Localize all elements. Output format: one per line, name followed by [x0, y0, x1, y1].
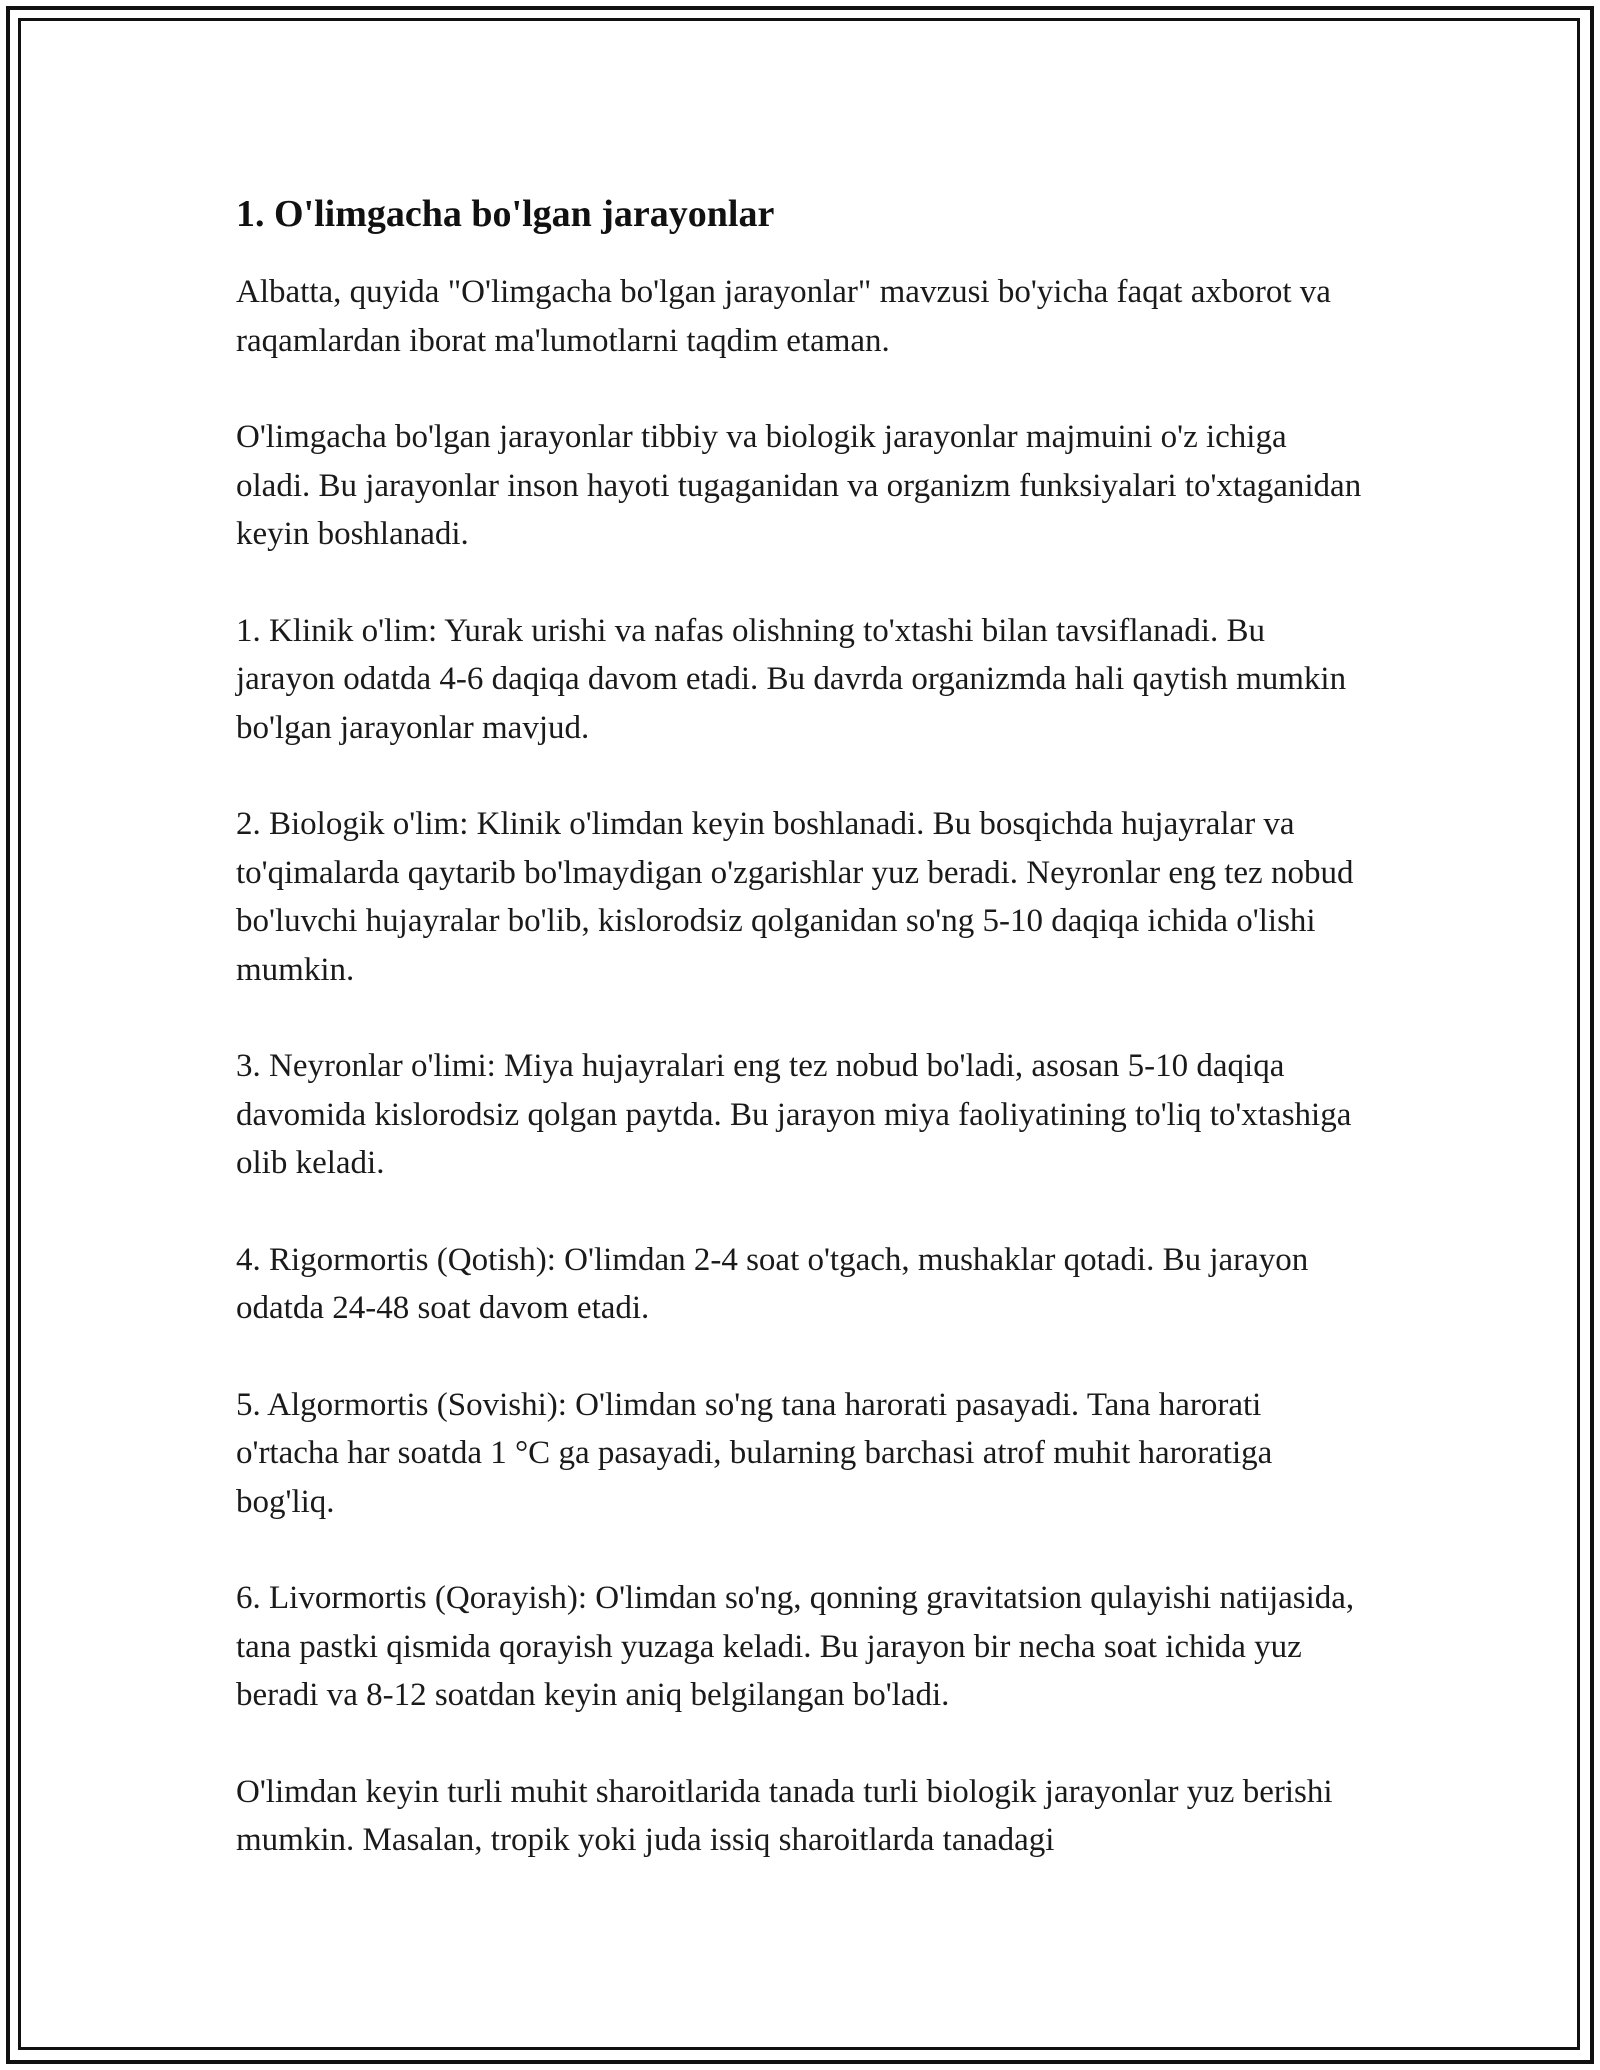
paragraph-algor-mortis: 5. Algormortis (Sovishi): O'limdan so'ng tana harorati pasayadi. Tana harorati o'rtacha har soatda 1 °C ga pasayadi, bularning barchasi atrof muhit haroratiga bog'liq. [236, 1386, 1273, 1520]
document-title: 1. O'limgacha bo'lgan jarayonlar [236, 193, 775, 235]
paragraph-overview: O'limgacha bo'lgan jarayonlar tibbiy va biologik jarayonlar majmuini o'z ichiga oladi. Bu jarayonlar inson hayoti tugaganidan va organizm funksiyalari to'xtaganidan keyin boshlanadi. [236, 419, 1362, 552]
document-body [236, 188, 1366, 1913]
paragraph-livor-mortis: 6. Livormortis (Qorayish): O'limdan so'ng, qonning gravitatsion qulayishi natijasida, tana pastki qismida qorayish yuzaga keladi. Bu jarayon bir necha soat ichida yuz beradi va 8-12 soatdan keyin aniq belgilangan bo'ladi. [236, 1580, 1355, 1713]
paragraph-clinical-death: 1. Klinik o'lim: Yurak urishi va nafas olishning to'xtashi bilan tavsiflanadi. Bu jarayon odatda 4-6 daqiqa davom etadi. Bu davrda organizmda hali qaytish mumkin bo'lgan jarayonlar mavjud. [236, 612, 1347, 746]
paragraph-biological-death: 2. Biologik o'lim: Klinik o'limdan keyin boshlanadi. Bu bosqichda hujayralar va to'qimalarda qaytarib bo'lmaydigan o'zgarishlar yuz beradi. Neyronlar eng tez nobud bo'luvchi hujayralar bo'lib, kislorodsiz qolganidan so'ng 5-10 daqiqa ichida o'lishi mumkin. [236, 806, 1354, 988]
paragraph-environment: O'limdan keyin turli muhit sharoitlarida tanada turli biologik jarayonlar yuz berishi mumkin. Masalan, tropik yoki juda issiq sharoitlarda tanadagi [236, 1773, 1333, 1858]
paragraph-neuron-death: 3. Neyronlar o'limi: Miya hujayralari eng tez nobud bo'ladi, asosan 5-10 daqiqa davomida kislorodsiz qolgan paytda. Bu jarayon miya faoliyatining to'liq to'xtashiga olib keladi. [236, 1048, 1352, 1181]
paragraph-intro: Albatta, quyida "O'limgacha bo'lgan jarayonlar" mavzusi bo'yicha faqat axborot va raqamlardan iborat ma'lumotlarni taqdim etaman. [236, 274, 1331, 359]
paragraph-rigor-mortis: 4. Rigormortis (Qotish): O'limdan 2-4 soat o'tgach, mushaklar qotadi. Bu jarayon odatda 24-48 soat davom etadi. [236, 1241, 1309, 1326]
